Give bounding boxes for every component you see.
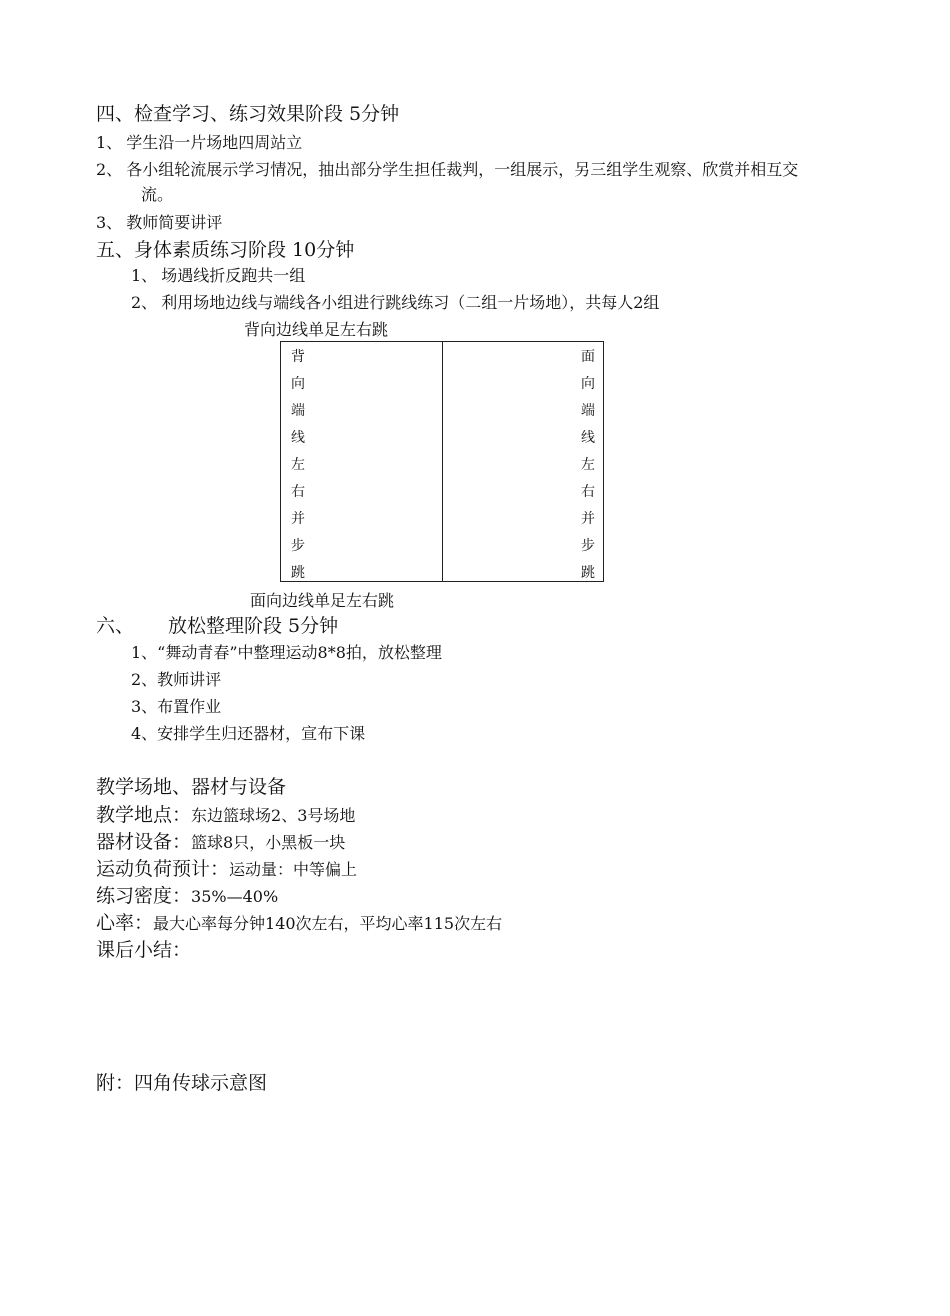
location-line [96,800,355,827]
item-text: 各小组轮流展示学习情况，抽出部分学生担任裁判，一组展示，另三组学生观察、欣赏并相互交 [126,160,799,179]
section-4-title: 四、检查学习、练习效果阶段 5分钟 [96,103,400,125]
density-line [96,881,278,908]
section-5-item-1 [131,263,305,286]
diagram-left-char: 跳 [291,565,305,581]
section-6-item: 4、安排学生归还器材，宣布下课 [131,724,366,743]
equipment-label: 器材设备： [96,831,192,853]
item-number: 1、 [96,133,123,152]
section-4-item-1 [96,130,302,153]
section-6-item: 3、布置作业 [131,697,222,716]
diagram-divider [442,342,443,581]
jump-line-diagram [280,341,604,582]
section-6-item: 1、“舞动青春”中整理运动8*8拍，放松整理 [131,643,442,662]
section-5-item-2 [131,290,659,313]
section-6-title: 放松整理阶段 5分钟 [168,615,339,637]
item-text: 学生沿一片场地四周站立 [126,133,303,152]
section-4-item-2-continuation: 流。 [141,185,174,204]
diagram-right-char: 跳 [581,565,595,581]
item-text: 教师简要讲评 [126,213,223,232]
density-label: 练习密度： [96,885,192,907]
location-label: 教学地点： [96,804,192,826]
equipment-value: 篮球8只，小黑板一块 [191,833,346,852]
item-number: 1、 [131,266,158,285]
diagram-right-char: 线 [581,430,595,446]
diagram-left-char: 左 [291,457,305,473]
section-6-number: 六、 [96,615,135,637]
diagram-left-char: 线 [291,430,305,446]
location-value: 东边篮球场2、3号场地 [191,806,356,825]
appendix-title: 附：四角传球示意图 [96,1072,268,1094]
diagram-right-char: 右 [581,484,595,500]
diagram-left-char: 端 [291,403,305,419]
load-label: 运动负荷预计： [96,858,230,880]
heart-rate-value: 最大心率每分钟140次左右，平均心率115次左右 [153,914,503,933]
load-line [96,854,357,881]
diagram-bottom-label: 面向边线单足左右跳 [250,591,395,610]
item-number: 2、 [96,160,123,179]
item-text: 利用场地边线与端线各小组进行跳线练习（二组一片场地），共每人2组 [161,293,660,312]
diagram-left-char: 右 [291,484,305,500]
section-5-title: 五、身体素质练习阶段 10分钟 [96,239,355,261]
section-4-item-2 [96,157,798,180]
diagram-left-char: 向 [291,376,305,392]
section-6-item: 2、教师讲评 [131,670,222,689]
diagram-right-char: 端 [581,403,595,419]
heart-rate-line [96,908,502,935]
diagram-right-char: 面 [581,349,595,365]
item-number: 3、 [96,213,123,232]
diagram-right-char: 步 [581,538,595,554]
diagram-right-column [581,344,595,587]
equipment-line [96,827,345,854]
section-4-item-3 [96,210,222,233]
item-text: 场遇线折反跑共一组 [161,266,306,285]
load-value: 运动量：中等偏上 [229,860,358,879]
heart-rate-label: 心率： [96,912,154,934]
diagram-left-char: 背 [291,349,305,365]
density-value: 35%—40% [191,887,279,906]
diagram-top-label: 背向边线单足左右跳 [244,320,389,339]
item-number: 2、 [131,293,158,312]
diagram-right-char: 并 [581,511,595,527]
diagram-left-char: 步 [291,538,305,554]
diagram-right-char: 向 [581,376,595,392]
diagram-left-column [291,344,305,587]
diagram-right-char: 左 [581,457,595,473]
summary-label: 课后小结： [96,939,192,961]
equipment-title: 教学场地、器材与设备 [96,776,287,798]
diagram-left-char: 并 [291,511,305,527]
